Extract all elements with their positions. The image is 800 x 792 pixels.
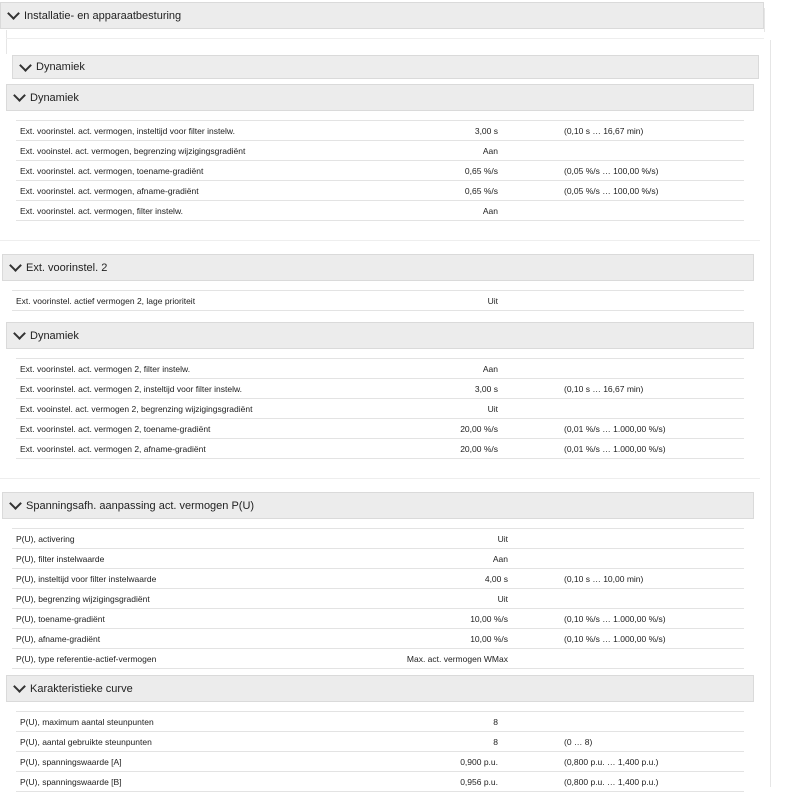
table-row[interactable] bbox=[16, 121, 744, 141]
row-range: (0,10 %/s … 1.000,00 %/s) bbox=[564, 634, 666, 644]
row-label: Ext. voorinstel. act. vermogen 2, filter instelw. bbox=[20, 364, 191, 374]
subsection-header-dynamiek-2[interactable] bbox=[6, 322, 754, 349]
row-value: 0,65 %/s bbox=[464, 186, 498, 196]
row-range: (0 … 8) bbox=[564, 737, 593, 747]
row-label: P(U), spanningswaarde [A] bbox=[20, 757, 122, 767]
settings-table-dynamiek bbox=[16, 120, 744, 221]
chevron-down-icon bbox=[13, 89, 26, 102]
row-range: (0,05 %/s … 100,00 %/s) bbox=[564, 166, 659, 176]
row-range: (0,10 %/s … 1.000,00 %/s) bbox=[564, 614, 666, 624]
section-header-installatie[interactable] bbox=[0, 2, 764, 29]
subsection-title: Dynamiek bbox=[30, 329, 79, 342]
settings-table-curve bbox=[16, 711, 744, 792]
row-label: P(U), aantal gebruikte steunpunten bbox=[20, 737, 152, 747]
row-value: 0,900 p.u. bbox=[460, 757, 498, 767]
table-row[interactable] bbox=[12, 609, 744, 629]
table-row[interactable] bbox=[16, 181, 744, 201]
row-label: Ext. vooinstel. act. vermogen, begrenzing wijzigingsgradiënt bbox=[20, 146, 246, 156]
row-range: (0,05 %/s … 100,00 %/s) bbox=[564, 186, 659, 196]
table-row[interactable] bbox=[16, 359, 744, 379]
table-row[interactable] bbox=[12, 649, 744, 669]
chevron-down-icon bbox=[7, 7, 20, 20]
subsection-title: Dynamiek bbox=[30, 91, 79, 104]
row-value: Uit bbox=[497, 594, 508, 604]
table-row[interactable] bbox=[16, 161, 744, 181]
row-label: P(U), toename-gradiënt bbox=[16, 614, 105, 624]
divider bbox=[0, 478, 760, 479]
subsection-title: Dynamiek bbox=[36, 61, 85, 73]
chevron-down-icon bbox=[13, 680, 26, 693]
table-row[interactable] bbox=[16, 772, 744, 792]
row-value: Aan bbox=[482, 206, 498, 216]
frame-left-line bbox=[6, 30, 7, 54]
frame-right-line bbox=[764, 8, 765, 32]
table-row[interactable] bbox=[16, 752, 744, 772]
row-value: Aan bbox=[492, 554, 508, 564]
table-row[interactable] bbox=[12, 549, 744, 569]
row-range: (0,10 s … 16,67 min) bbox=[564, 384, 644, 394]
row-value: 8 bbox=[493, 737, 498, 747]
row-value: 0,65 %/s bbox=[464, 166, 498, 176]
row-value: 0,956 p.u. bbox=[460, 777, 498, 787]
chevron-down-icon bbox=[19, 59, 32, 72]
section-header-ext-voorinstel-2[interactable] bbox=[2, 254, 754, 281]
row-label: Ext. voorinstel. act. vermogen, insteltijd voor filter instelw. bbox=[20, 126, 235, 136]
row-label: Ext. voorinstel. act. vermogen, afname-gradiënt bbox=[20, 186, 199, 196]
table-row[interactable] bbox=[16, 439, 744, 459]
settings-table-ext2 bbox=[12, 290, 744, 311]
row-value: Uit bbox=[487, 404, 498, 414]
row-range: (0,01 %/s … 1.000,00 %/s) bbox=[564, 444, 666, 454]
table-row[interactable] bbox=[12, 569, 744, 589]
table-row[interactable] bbox=[12, 529, 744, 549]
divider bbox=[0, 240, 760, 241]
row-range: (0,800 p.u. … 1,400 p.u.) bbox=[564, 777, 659, 787]
row-label: Ext. voorinstel. act. vermogen 2, insteltijd voor filter instelw. bbox=[20, 384, 243, 394]
row-value: 10,00 %/s bbox=[470, 614, 508, 624]
row-value: Aan bbox=[482, 146, 498, 156]
table-row[interactable] bbox=[12, 291, 744, 311]
row-label: P(U), activering bbox=[16, 534, 75, 544]
section-title: Ext. voorinstel. 2 bbox=[26, 261, 108, 274]
table-row[interactable] bbox=[16, 419, 744, 439]
row-label: Ext. voorinstel. act. vermogen 2, toename-gradiënt bbox=[20, 424, 211, 434]
section-header-pu[interactable] bbox=[2, 492, 754, 519]
settings-table-pu bbox=[12, 528, 744, 669]
row-value: 4,00 s bbox=[484, 574, 508, 584]
row-value: Max. act. vermogen WMax bbox=[406, 654, 508, 664]
subsection-header-dynamiek[interactable] bbox=[6, 84, 754, 111]
row-range: (0,800 p.u. … 1,400 p.u.) bbox=[564, 757, 659, 767]
subsection-header-karakteristieke-curve[interactable] bbox=[6, 675, 754, 702]
table-row[interactable] bbox=[12, 629, 744, 649]
section-title: Spanningsafh. aanpassing act. vermogen P(U) bbox=[26, 499, 255, 512]
table-row[interactable] bbox=[16, 732, 744, 752]
table-row[interactable] bbox=[16, 141, 744, 161]
row-value: Uit bbox=[487, 296, 498, 306]
row-label: Ext. vooinstel. act. vermogen 2, begrenzing wijzigingsgradiënt bbox=[20, 404, 253, 414]
row-value: 3,00 s bbox=[474, 384, 498, 394]
table-row[interactable] bbox=[16, 201, 744, 221]
subsection-header-dynamiek-outer[interactable] bbox=[12, 55, 759, 79]
row-value: 10,00 %/s bbox=[470, 634, 508, 644]
chevron-down-icon bbox=[9, 497, 22, 510]
row-value: Uit bbox=[497, 534, 508, 544]
row-label: P(U), begrenzing wijzigingsgradiënt bbox=[16, 594, 150, 604]
row-label: Ext. voorinstel. act. vermogen 2, afname-gradiënt bbox=[20, 444, 206, 454]
row-value: Aan bbox=[482, 364, 498, 374]
table-row[interactable] bbox=[16, 399, 744, 419]
row-label: P(U), insteltijd voor filter instelwaarde bbox=[16, 574, 157, 584]
row-label: Ext. voorinstel. act. vermogen, filter instelw. bbox=[20, 206, 183, 216]
settings-table-dynamiek-2 bbox=[16, 358, 744, 459]
row-value: 8 bbox=[493, 717, 498, 727]
row-label: Ext. voorinstel. actief vermogen 2, lage prioriteit bbox=[16, 296, 196, 306]
row-range: (0,10 s … 10,00 min) bbox=[564, 574, 644, 584]
section-title: Installatie- en apparaatbesturing bbox=[24, 9, 182, 22]
scroll-guide-line bbox=[770, 40, 771, 787]
table-row[interactable] bbox=[12, 589, 744, 609]
subsection-title: Karakteristieke curve bbox=[30, 682, 133, 695]
divider bbox=[6, 38, 764, 39]
row-label: P(U), afname-gradiënt bbox=[16, 634, 101, 644]
row-label: P(U), spanningswaarde [B] bbox=[20, 777, 122, 787]
table-row[interactable] bbox=[16, 712, 744, 732]
row-value: 20,00 %/s bbox=[460, 424, 498, 434]
row-label: P(U), maximum aantal steunpunten bbox=[20, 717, 154, 727]
row-range: (0,10 s … 16,67 min) bbox=[564, 126, 644, 136]
row-label: Ext. voorinstel. act. vermogen, toename-gradiënt bbox=[20, 166, 204, 176]
row-value: 20,00 %/s bbox=[460, 444, 498, 454]
row-label: P(U), type referentie-actief-vermogen bbox=[16, 654, 157, 664]
row-range: (0,01 %/s … 1.000,00 %/s) bbox=[564, 424, 666, 434]
row-value: 3,00 s bbox=[474, 126, 498, 136]
table-row[interactable] bbox=[16, 379, 744, 399]
row-label: P(U), filter instelwaarde bbox=[16, 554, 105, 564]
chevron-down-icon bbox=[13, 327, 26, 340]
chevron-down-icon bbox=[9, 259, 22, 272]
